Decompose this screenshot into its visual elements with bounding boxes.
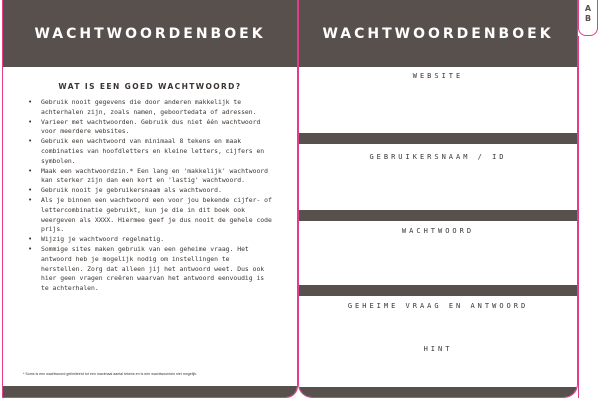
tip-item: • Varieer met wachtwoorden. Gebruik dus niet één wachtwoord voor meerdere websites. [25,118,275,138]
tip-item: • Sommige sites maken gebruik van een geheime vraag. Het antwoord heb je mogelijk nodig om instellingen te herstellen. Zorg dat alleen jij het antwoord weet. Dus ook hier geen vragen creëren waarvan het antwoord eenvoudig is te achterhalen. [25,245,275,294]
separator-bar [299,133,577,144]
right-header-title: WACHTWOORDENBOEK [322,25,554,42]
username-label: GEBRUIKERSNAAM / ID [369,153,507,161]
tip-item: • Gebruik nooit je gebruikersnaam als wachtwoord. [25,186,275,196]
tip-item: • Wijzig je wachtwoord regelmatig. [25,235,275,245]
right-header [299,0,577,67]
password-label: WACHTWOORD [401,227,475,235]
separator-bar [299,210,577,221]
footnote: * Soms is een wachtwoord gelimiteerd tot een maximaal aantal tekens en is een wachtwoordzin niet mogelijk. [23,372,197,376]
tab-letter-a: A [584,4,592,13]
right-page [298,0,578,398]
page-edge-line [578,36,579,398]
separator-bar [299,285,577,296]
tips-list [25,98,275,294]
tip-item: • Gebruik nooit gegevens die door anderen makkelijk te achterhalen zijn, zoals namen, geboortedata of adressen. [25,98,275,118]
left-bottom-bar [3,386,297,397]
left-header-title: WACHTWOORDENBOEK [34,25,266,42]
tips-subtitle: WAT IS EEN GOED WACHTWOORD? [58,82,242,91]
tip-item: • Als je binnen een wachtwoord een voor jou bekende cijfer- of lettercombinatie gebruikt, kun je die in dit boek ook weergeven als XXXX. Hiermee geef je dus nooit de gehele code prijs. [25,196,275,235]
bottom-bar [299,387,577,398]
hint-label: HINT [423,345,453,353]
tab-letter-b: B [584,14,592,23]
tip-item: • Gebruik een wachtwoord van minimaal 8 tekens en maak combinaties van hoofdletters en kleine letters, cijfers en symbolen. [25,137,275,166]
website-label: WEBSITE [412,72,464,80]
alphabet-tab[interactable] [578,0,598,36]
left-header [3,0,297,67]
secret-question-label: GEHEIME VRAAG EN ANTWOORD [347,302,529,310]
left-page [2,0,298,398]
tip-item: • Maak een wachtwoordzin.* Een lang en 'makkelijk' wachtwoord kan sterker zijn dan een kort en 'lastig' wachtwoord. [25,167,275,187]
